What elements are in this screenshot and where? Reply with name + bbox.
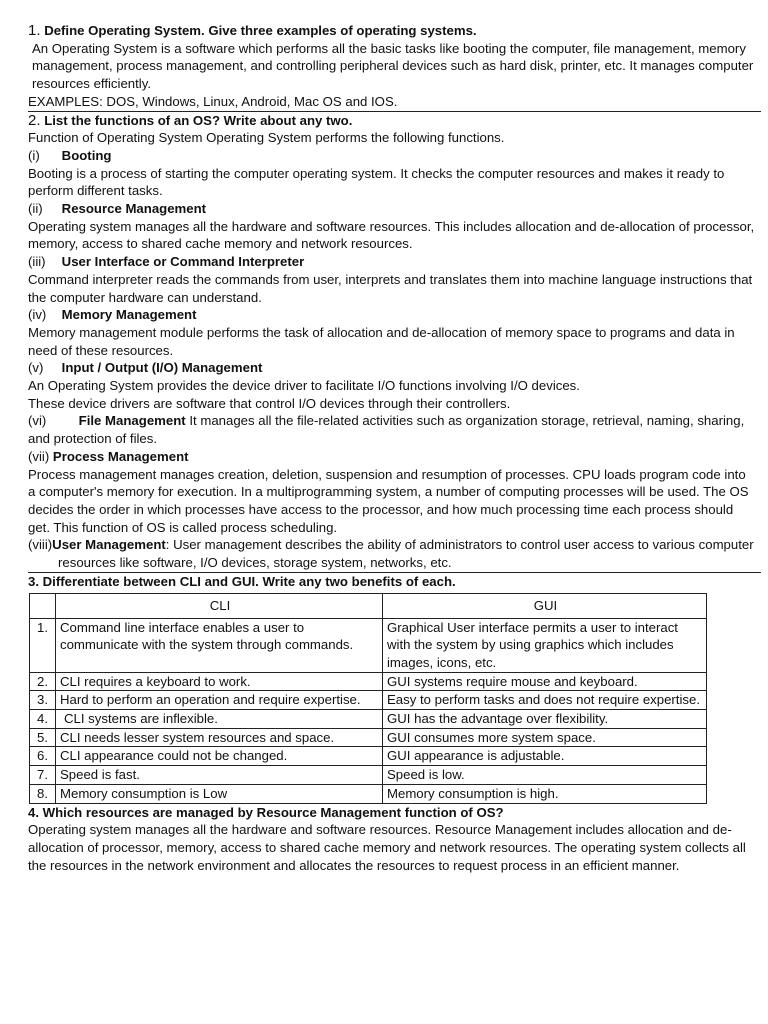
- row-number: 4.: [30, 710, 56, 729]
- gui-cell: Graphical User interface permits a user to interact with the system by using graphics which includes images, icons, etc.: [383, 618, 707, 672]
- question-4-title: 4. Which resources are managed by Resource Management function of OS?: [28, 804, 504, 820]
- function-number: (i): [28, 147, 40, 163]
- function-text-booting: Booting is a process of starting the computer operating system. It checks the computer resources and makes it ready to perform different tasks.: [28, 165, 725, 199]
- question-2-intro: Function of Operating System Operating System performs the following functions.: [28, 130, 505, 146]
- question-1-examples: EXAMPLES: DOS, Windows, Linux, Android, Mac OS and IOS.: [28, 93, 398, 109]
- gui-cell: GUI systems require mouse and keyboard.: [383, 672, 707, 691]
- cli-cell: CLI appearance could not be changed.: [56, 747, 383, 766]
- function-user-management: [28, 536, 756, 571]
- function-text-io-management-2: These device drivers are software that control I/O devices through their controllers.: [28, 395, 511, 411]
- table-row: [30, 747, 707, 766]
- function-title: Process Management: [52, 448, 189, 464]
- cli-cell: CLI systems are inflexible.: [56, 710, 383, 729]
- row-number: 2.: [30, 672, 56, 691]
- function-text-memory-management: Memory management module performs the task of allocation and de-allocation of memory space to programs and data in need of these resources.: [28, 324, 735, 358]
- function-number: (v): [28, 360, 44, 376]
- function-text-resource-management: Operating system manages all the hardware and software resources. This includes allocation and de-allocation of processor, memory, access to shared cache memory and network resources.: [28, 218, 755, 252]
- function-file-management: [28, 412, 756, 447]
- function-title: User Interface or Command Interpreter: [61, 254, 305, 270]
- row-number: 1.: [30, 618, 56, 672]
- row-number: 6.: [30, 747, 56, 766]
- function-number: (vii): [28, 448, 50, 464]
- gui-cell: GUI consumes more system space.: [383, 728, 707, 747]
- row-number: 8.: [30, 784, 56, 803]
- table-header-gui: GUI: [383, 593, 707, 618]
- question-3-title: 3. Differentiate between CLI and GUI. Write any two benefits of each.: [28, 573, 456, 589]
- gui-cell: GUI has the advantage over flexibility.: [383, 710, 707, 729]
- function-text-user-management: : User management describes the ability of administrators to control user access to various computer resources like software, I/O devices, storage system, networks, etc.: [58, 537, 754, 571]
- cli-cell: Memory consumption is Low: [56, 784, 383, 803]
- row-number: 5.: [30, 728, 56, 747]
- table-row: [30, 766, 707, 785]
- function-number: (iii): [28, 254, 46, 270]
- function-text-file-management: It manages all the file-related activities such as organization storage, retrieval, naming, sharing, and protection of files.: [28, 413, 745, 447]
- function-number: (viii): [28, 537, 53, 553]
- table-row: [30, 710, 707, 729]
- function-title: Booting: [61, 147, 112, 163]
- question-4-answer: Operating system manages all the hardware and software resources. Resource Management includes allocation and de-allocation of processor, memory, access to shared cache memory and network resources. The operating system collects all the resources in the network environment and allocates the resources to request process in an efficient manner.: [28, 822, 746, 873]
- cli-cell: CLI requires a keyboard to work.: [56, 672, 383, 691]
- question-1-number: 1.: [28, 22, 41, 39]
- cli-cell: Command line interface enables a user to communicate with the system through commands.: [56, 618, 383, 672]
- cli-cell: Hard to perform an operation and require expertise.: [56, 691, 383, 710]
- table-header-cli: CLI: [56, 593, 383, 618]
- row-number: 3.: [30, 691, 56, 710]
- function-title: User Management: [52, 537, 166, 553]
- function-title: Resource Management: [61, 201, 207, 217]
- cli-cell: Speed is fast.: [56, 766, 383, 785]
- table-row: [30, 784, 707, 803]
- cli-cell: CLI needs lesser system resources and space.: [56, 728, 383, 747]
- function-heading-booting: [28, 147, 756, 165]
- function-heading-user-interface: [28, 253, 756, 271]
- question-2-number: 2.: [28, 111, 41, 129]
- table-row: [30, 618, 707, 672]
- gui-cell: Memory consumption is high.: [383, 784, 707, 803]
- function-heading-io-management: [28, 359, 756, 377]
- function-title: Memory Management: [61, 307, 197, 323]
- function-heading-process-management: [28, 448, 756, 466]
- question-1-heading: [28, 22, 756, 40]
- question-2-title: List the functions of an OS? Write about any two.: [44, 112, 353, 128]
- cli-gui-comparison-table: [29, 593, 707, 804]
- gui-cell: GUI appearance is adjustable.: [383, 747, 707, 766]
- function-text-process-management: Process management manages creation, deletion, suspension and resumption of processes. CPU loads program code into a computer's memory for execution. In a multiprogramming system, a number of computing processes will be used. The OS decides the order in which processes have access to the processor, and how much processing time each process should get. This function of OS is called process scheduling.: [28, 466, 749, 535]
- row-number: 7.: [30, 766, 56, 785]
- table-header-number: [30, 593, 56, 618]
- question-2-heading: [28, 112, 756, 130]
- table-row: [30, 672, 707, 691]
- gui-cell: Speed is low.: [383, 766, 707, 785]
- function-text-io-management: An Operating System provides the device driver to facilitate I/O functions involving I/O devices.: [28, 378, 580, 394]
- question-1-title: Define Operating System. Give three examples of operating systems.: [44, 23, 477, 38]
- function-title: Input / Output (I/O) Management: [61, 360, 263, 376]
- function-title: File Management: [78, 413, 186, 429]
- table-row: [30, 691, 707, 710]
- function-number: (iv): [28, 307, 47, 323]
- table-row: [30, 728, 707, 747]
- function-text-user-interface: Command interpreter reads the commands from user, interprets and translates them into machine language instructions that the computer hardware can understand.: [28, 271, 753, 305]
- function-heading-resource-management: [28, 200, 756, 218]
- function-heading-memory-management: [28, 306, 756, 324]
- question-1-answer: An Operating System is a software which performs all the basic tasks like booting the computer, file management, memory management, process management, and controlling peripheral devices such as hard disk, printer, etc. It manages computer resources efficiently.: [32, 40, 754, 92]
- function-number: (ii): [28, 201, 43, 217]
- gui-cell: Easy to perform tasks and does not require expertise.: [383, 691, 707, 710]
- table-header-row: [30, 593, 707, 618]
- function-number: (vi): [28, 413, 47, 429]
